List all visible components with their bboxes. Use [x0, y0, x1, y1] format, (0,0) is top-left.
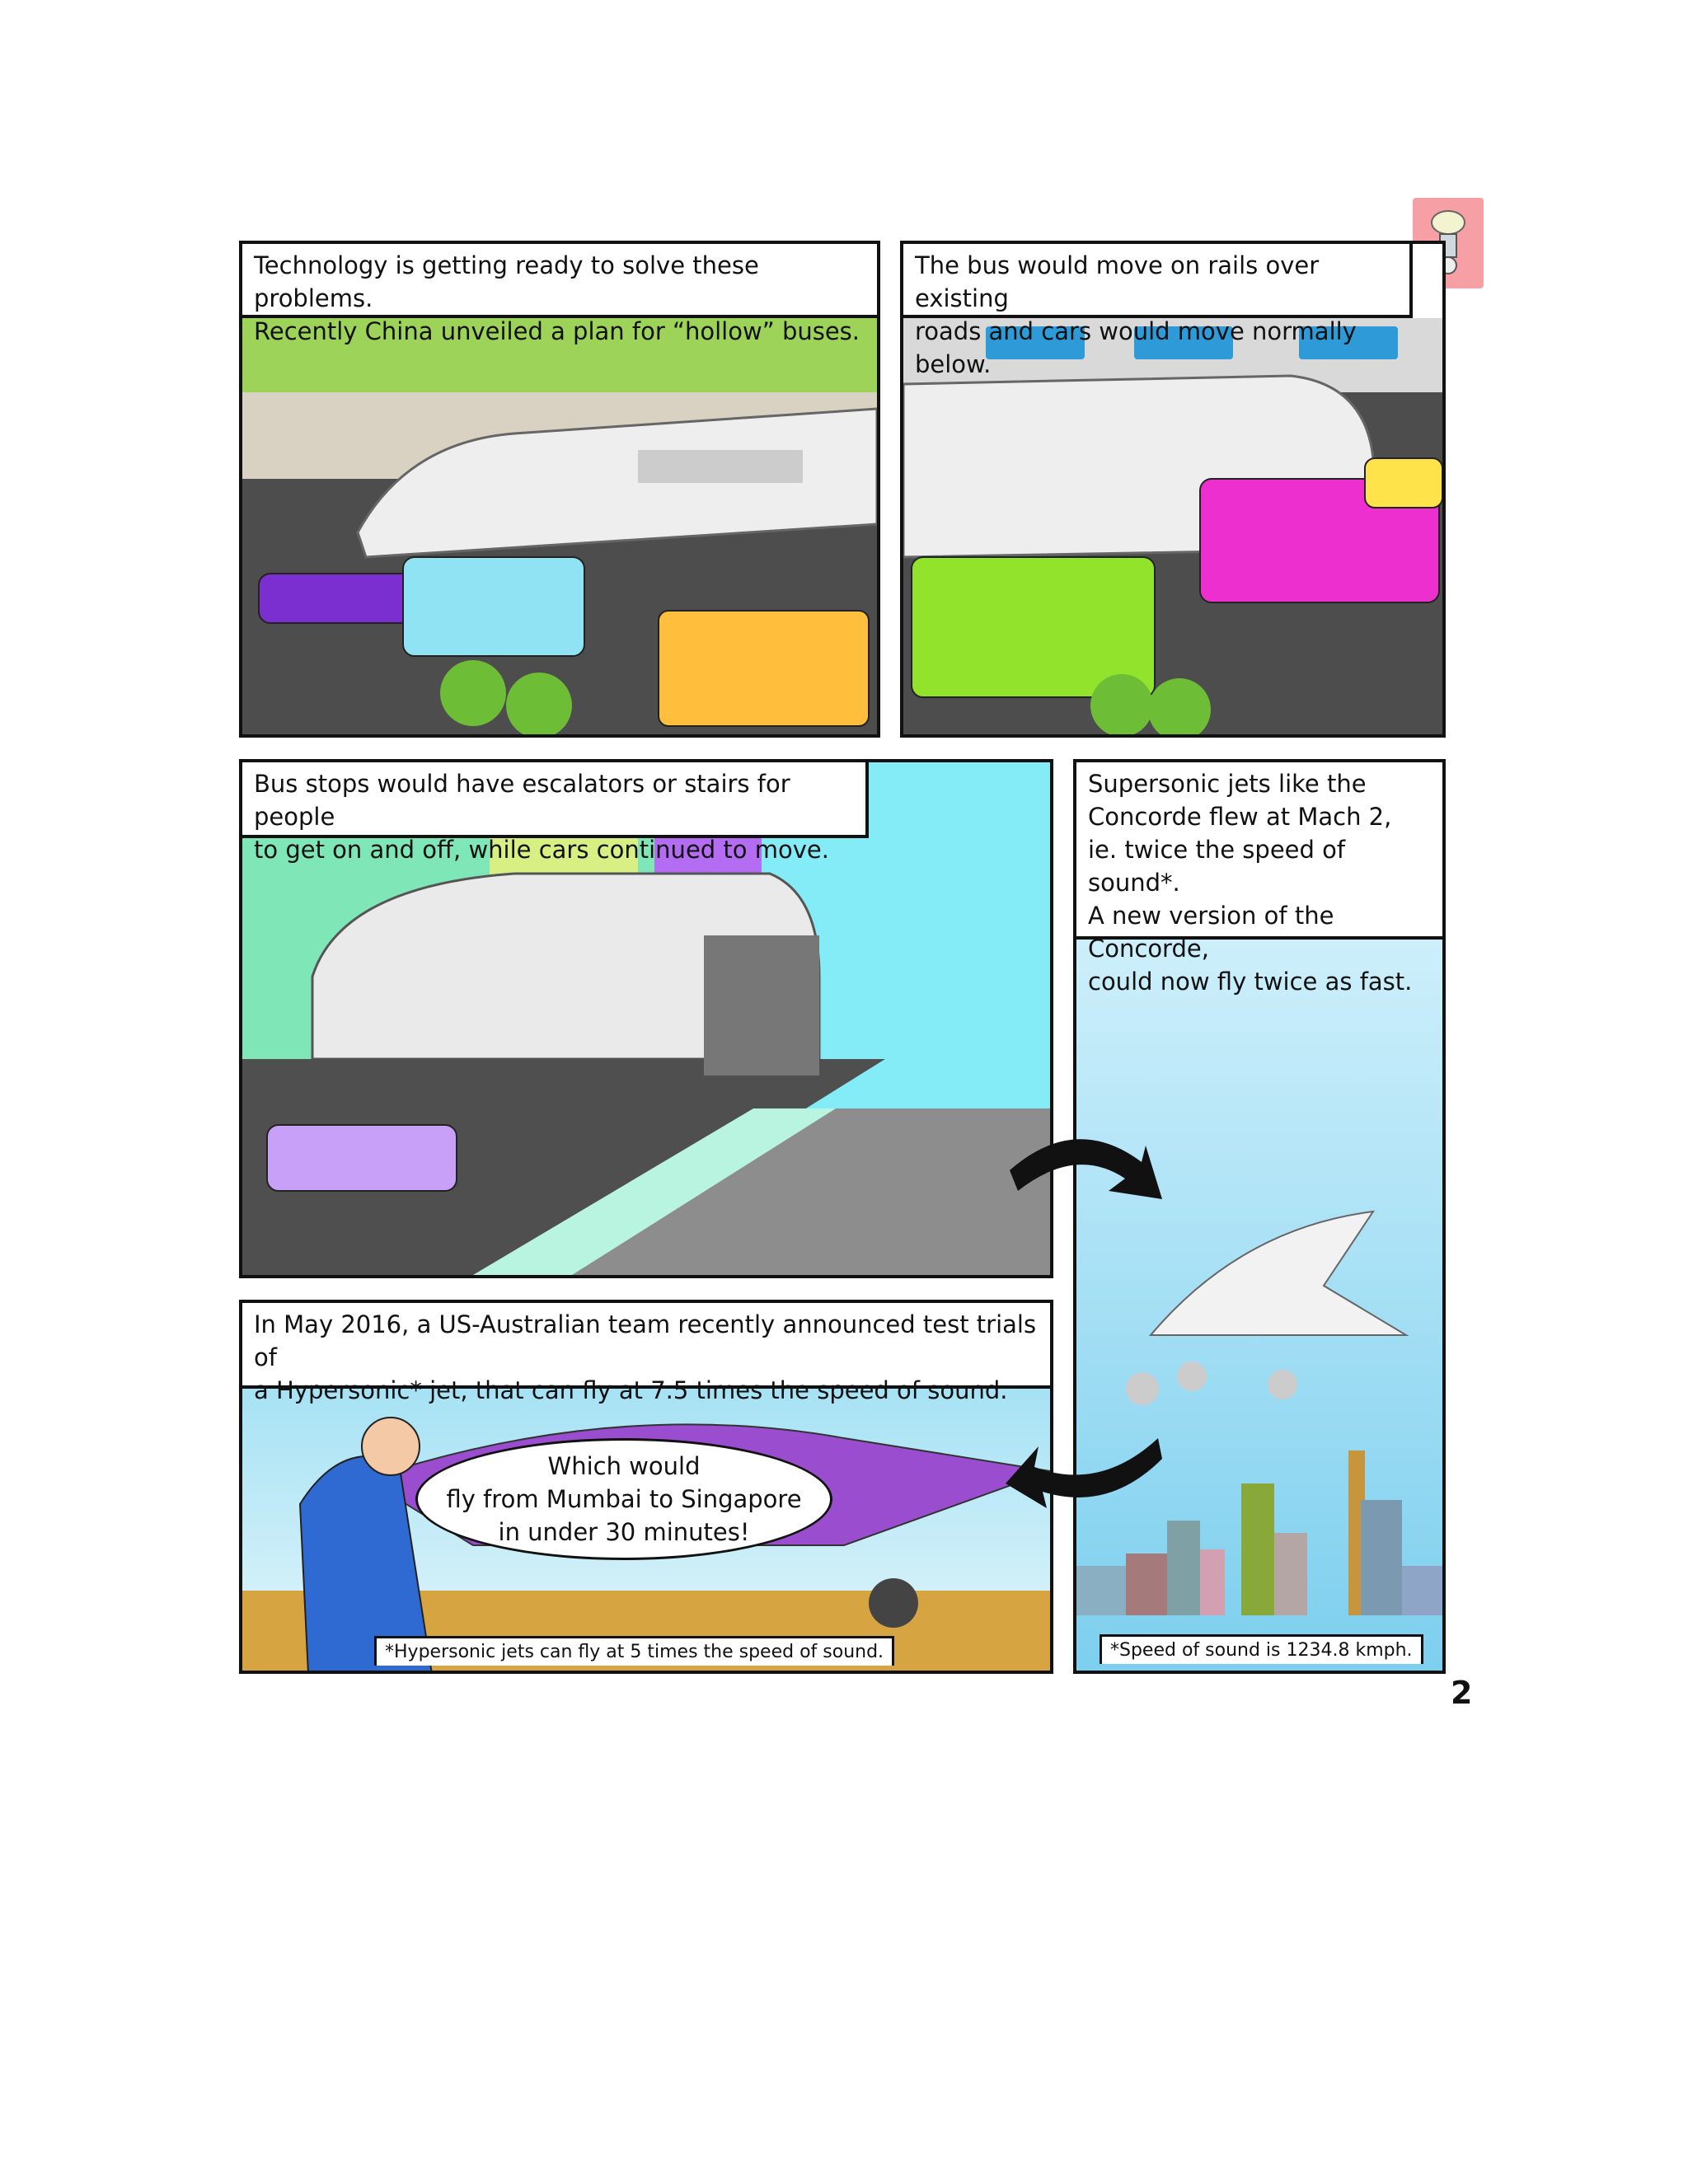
panel-5-caption: In May 2016, a US-Australian team recently announced test trials of a Hypersonic* jet, that can fly at 7.5 times the speed of sound.: [242, 1303, 1053, 1389]
arrow-to-concorde-icon: [1001, 1096, 1166, 1212]
speech-bubble-text: Which would fly from Mumbai to Singapore in under 30 minutes!: [446, 1452, 802, 1546]
page-number: 2: [1451, 1675, 1473, 1711]
panel-3-caption: Bus stops would have escalators or stairs for people to get on and off, while cars continued to move.: [242, 762, 869, 838]
panel-4-caption: Supersonic jets like the Concorde flew at Mach 2, ie. twice the speed of sound*. A new version of the Concorde, could now fly twice as fast.: [1076, 762, 1446, 940]
panel-concorde: [1073, 759, 1446, 1674]
panel-hypersonic-jet: [239, 1300, 1053, 1674]
panel-2-caption: The bus would move on rails over existing roads and cars would move normally below.: [903, 244, 1413, 318]
hollow-bus-highway-illustration: [242, 318, 877, 734]
speech-bubble: [415, 1438, 832, 1560]
panel-hollow-bus-highway: [239, 241, 880, 738]
panel-1-caption: Technology is getting ready to solve these problems. Recently China unveiled a plan for “hollow” buses.: [242, 244, 880, 318]
arrow-to-hypersonic-icon: [1001, 1426, 1166, 1516]
panel-bus-on-rails: [900, 241, 1446, 738]
speed-of-sound-footnote: *Speed of sound is 1234.8 kmph.: [1100, 1634, 1423, 1664]
panel-bus-stop-escalators: [239, 759, 1053, 1278]
concorde-city-illustration: [1076, 940, 1442, 1671]
hypersonic-footnote: *Hypersonic jets can fly at 5 times the speed of sound.: [374, 1636, 894, 1666]
